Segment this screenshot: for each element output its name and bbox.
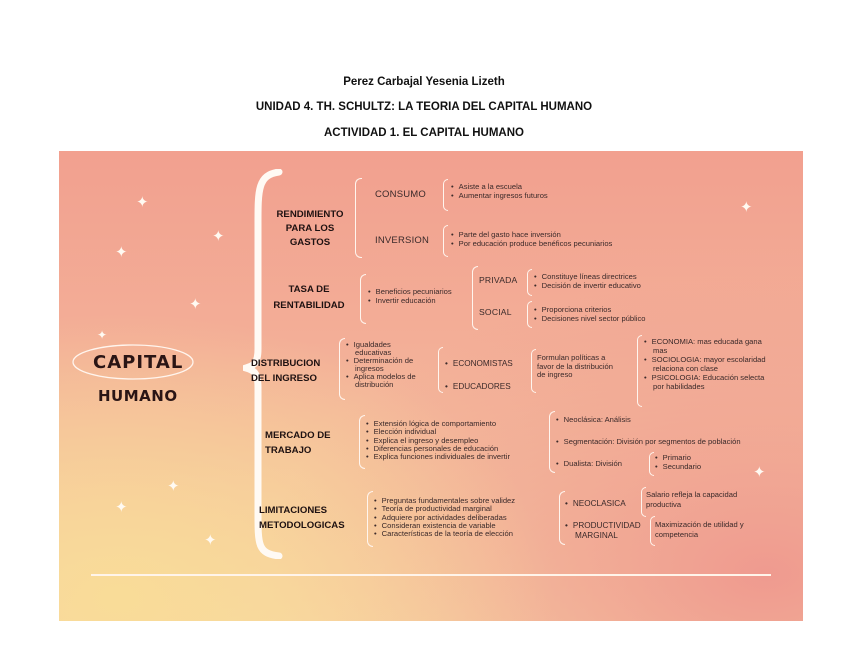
dualista-items: • Primario • Secundario — [655, 453, 701, 471]
tasa-sub-brace — [472, 266, 478, 330]
dualista-item: • Dualista: División — [556, 459, 622, 468]
productividad-desc: Maximización de utilidad y competencia — [655, 520, 744, 539]
inversion-items: • Parte del gasto hace inversión • Por educación produce benéficos pecuniarios — [451, 230, 612, 248]
sparkle-icon: ✦ — [740, 199, 753, 216]
privada-items: • Constituye líneas directrices • Decisión de invertir educativo — [534, 272, 641, 290]
sparkle-icon: ✦ — [189, 296, 202, 313]
author-name: Perez Carbajal Yesenia Lizeth — [343, 76, 505, 88]
tasa-items: • Beneficios pecuniarios • Invertir educación — [368, 287, 452, 305]
distribucion-middle: Formulan políticas a favor de la distribución de ingreso — [537, 353, 613, 379]
distribucion-items: • Igualdades educativas • Determinación de ingresos • Aplica modelos de distribución — [346, 341, 416, 389]
limitaciones-items: • Preguntas fundamentales sobre validez • Teoría de productividad marginal • Adquiere por actividades deliberadas • Consideran existencia de variable • Características de la teoría de elección — [374, 497, 515, 538]
inversion-brace — [443, 225, 448, 257]
social-items: • Proporciona criterios • Decisiones nivel sector público — [534, 305, 646, 323]
distribucion-title: DISTRIBUCION DEL INGRESO — [251, 358, 321, 384]
tasa-brace — [360, 274, 366, 324]
bottom-divider — [91, 574, 771, 576]
unit-title: UNIDAD 4. TH. SCHULTZ: LA TEORIA DEL CAPITAL HUMANO — [255, 101, 593, 113]
sparkle-icon: ✦ — [204, 532, 217, 549]
neoclasica-label: • NEOCLASICA — [565, 499, 626, 508]
limitaciones-brace — [367, 491, 373, 547]
tasa-title: TASA DE RENTABILIDAD — [273, 284, 345, 311]
sparkle-icon: ✦ — [212, 228, 225, 245]
activity-title: ACTIVIDAD 1. EL CAPITAL HUMANO — [324, 127, 524, 139]
social-brace — [527, 301, 532, 328]
sparkle-icon: ✦ — [97, 328, 108, 342]
mercado-items: • Extensión lógica de comportamiento • Elección individual • Explica el ingreso y desempleo • Diferencias personales de educación • Explica funciones individuales de invertir — [366, 420, 510, 461]
privada-brace — [527, 269, 532, 296]
sparkle-icon: ✦ — [167, 478, 180, 495]
sparkle-icon: ✦ — [136, 194, 149, 211]
sparkle-icon: ✦ — [115, 244, 128, 261]
limitaciones-title: LIMITACIONES METODOLOGICAS — [259, 505, 345, 531]
neoclasica-item: • Neoclásica: Análisis — [556, 415, 631, 424]
rendimiento-title: RENDIMIENTO PARA LOS GASTOS — [276, 209, 344, 248]
right-brace — [637, 335, 642, 407]
consumo-items: • Asiste a la escuela • Aumentar ingresos futuros — [451, 182, 548, 200]
central-title-line2: HUMANO — [98, 387, 178, 405]
distribucion-brace — [339, 338, 345, 400]
middle-brace — [531, 349, 536, 393]
central-title-line1: CAPITAL — [93, 352, 184, 373]
mercado-right-brace — [549, 411, 555, 473]
privada-label: PRIVADA — [479, 275, 518, 285]
mercado-brace — [359, 415, 365, 469]
rendimiento-brace — [355, 178, 362, 258]
dualista-brace — [649, 452, 654, 476]
groups-brace — [438, 347, 443, 393]
mercado-title: MERCADO DE TRABAJO — [265, 430, 331, 456]
social-label: SOCIAL — [479, 307, 512, 317]
segmentacion-item: • Segmentación: División por segmentos de población — [556, 437, 741, 446]
inversion-label: INVERSION — [375, 235, 430, 246]
distribucion-groups: • ECONOMISTAS • EDUCADORES — [445, 352, 513, 398]
distribucion-right: • ECONOMIA: mas educada gana mas • SOCIOLOGIA: mayor escolaridad relaciona con clase • PSICOLOGIA: Educación selecta por habilidades — [644, 337, 766, 391]
consumo-label: CONSUMO — [375, 189, 427, 200]
sparkle-icon: ✦ — [115, 499, 128, 516]
mind-map-poster — [59, 151, 803, 621]
neoclasica-desc: Salario refleja la capacidad productiva — [646, 490, 738, 509]
productividad-label: • PRODUCTIVIDAD MARGINAL — [565, 521, 641, 541]
sparkle-icon: ✦ — [753, 464, 766, 481]
consumo-brace — [443, 179, 448, 211]
